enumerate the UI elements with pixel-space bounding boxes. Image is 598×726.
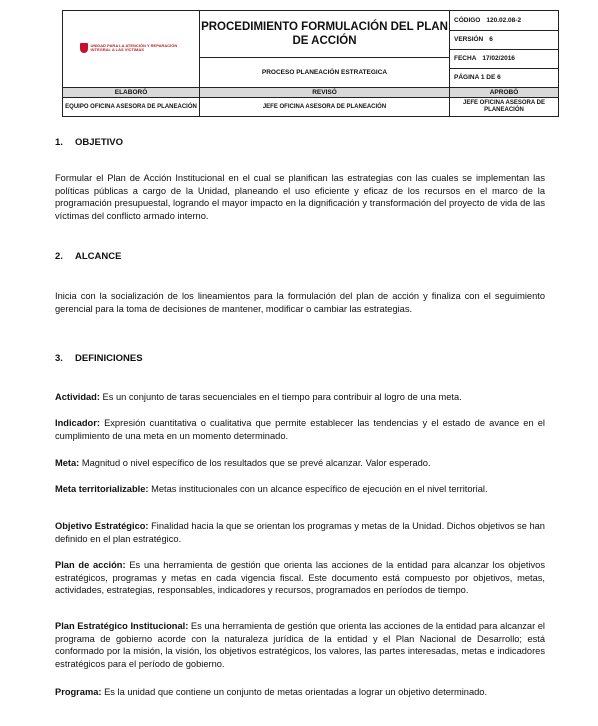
reviso-value: JEFE OFICINA ASESORA DE PLANEACIÓN — [200, 98, 450, 117]
fecha-value: 17/02/2016 — [482, 55, 515, 62]
section-title: DEFINICIONES — [75, 353, 143, 364]
signature-value-row — [63, 98, 559, 117]
aprobo-header: APROBÓ — [450, 88, 559, 98]
definition-item — [55, 686, 545, 699]
version-row — [450, 31, 558, 50]
definition-term: Indicador: — [55, 418, 100, 428]
definition-text: Es una herramienta de gestión que orienta las acciones de la entidad para alcanzar el programa de gobierno acorde con la naturaleza jurídica de la entidad y el Plan Nacional de Desarrollo; está conformado por la misión, la visión, los objetivos estratégicos, los valores, las partes interesadas, metas e indicadores estratégicos para el período de gobierno. — [55, 621, 546, 669]
definition-text: Es un conjunto de taras secuenciales en el tiempo para contribuir al logro de una meta. — [99, 392, 462, 402]
logo-cell — [63, 11, 200, 88]
objetivo-paragraph: Formular el Plan de Acción Institucional en el cual se planifican las estrategias con las cuales se implementan las políticas públicas a cargo de la Unidad, planeando el uso eficiente y eficaz de los recursos en el marco de la programación presupuestal, logrando el mayor impacto en la dignificación y transformación del proyecto de vida de las víctimas del conflicto armado interno. — [55, 173, 545, 221]
definition-term: Meta: — [55, 458, 80, 468]
definition-item — [55, 391, 545, 404]
section-heading-objetivo — [55, 137, 123, 148]
section-number: 2. — [55, 251, 63, 262]
elaboro-header: ELABORÓ — [63, 88, 200, 98]
definition-item — [55, 520, 545, 545]
definition-item — [55, 620, 545, 670]
page-number: PÁGINA 1 DE 6 — [454, 74, 501, 81]
version-value: 6 — [489, 36, 493, 43]
fecha-row — [450, 50, 558, 69]
definition-text: Finalidad hacia la que se orientan los programas y metas de la Unidad. Dichos objetivos se han definido en el plan estratégico. — [55, 521, 545, 544]
entity-logo — [80, 43, 183, 53]
definition-term: Plan de acción: — [55, 560, 126, 570]
definition-term: Actividad: — [55, 392, 100, 402]
section-number: 3. — [55, 353, 63, 364]
title-cell — [200, 11, 450, 88]
meta-cell — [450, 11, 559, 88]
elaboro-value: EQUIPO OFICINA ASESORA DE PLANEACIÓN — [63, 98, 200, 117]
definition-term: Plan Estratégico Institucional: — [55, 621, 189, 631]
section-number: 1. — [55, 137, 63, 148]
process-name: PROCESO PLANEACIÓN ESTRATEGICA — [261, 69, 388, 76]
codigo-value: 120.02.08-2 — [486, 17, 522, 24]
definition-item — [55, 483, 545, 496]
codigo-row — [450, 12, 558, 31]
section-heading-alcance — [55, 251, 121, 262]
definition-text: Es una herramienta de gestión que orienta las acciones de la entidad para alcanzar los objetivos estratégicos, programas y metas en cada vigencia fiscal. Este documento está compuesto por objetivos, metas, actividades, estrategias, responsables, indicadores y recursos, programados en períodos de tiempo. — [55, 560, 545, 595]
fecha-label: FECHA — [454, 55, 477, 62]
section-heading-definiciones — [55, 353, 143, 364]
definition-text: Es la unidad que contiene un conjunto de metas orientadas a lograr un objetivo determinado. — [101, 687, 488, 697]
definition-item — [55, 457, 545, 470]
section-title: OBJETIVO — [75, 137, 124, 148]
definition-item — [55, 559, 545, 597]
document-header-table — [62, 10, 559, 117]
definition-term: Programa: — [55, 687, 102, 697]
coat-of-arms-icon — [80, 43, 88, 53]
definition-text: Magnitud o nivel específico de los resultados que se prevé alcanzar. Valor esperado. — [79, 458, 431, 468]
definition-text: Expresión cuantitativa o cualitativa que permite establecer las tendencias y el estado de avance en el cumplimiento de una meta en un momento determinado. — [55, 418, 545, 441]
reviso-header: REVISÓ — [200, 88, 450, 98]
definition-term: Meta territorializable: — [55, 484, 149, 494]
codigo-label: CÓDIGO — [454, 17, 481, 24]
definition-text: Metas institucionales con un alcance específico de ejecución en el nivel territorial. — [148, 484, 488, 494]
signature-header-row — [63, 88, 559, 98]
document-title: PROCEDIMIENTO FORMULACIÓN DEL PLAN DE ACCIÓN — [200, 11, 449, 58]
definition-item — [55, 417, 545, 442]
version-label: VERSIÓN — [454, 36, 484, 43]
section-title: ALCANCE — [75, 251, 122, 262]
definition-term: Objetivo Estratégico: — [55, 521, 149, 531]
logo-text: UNIDAD PARA LA ATENCIÓN Y REPARACIÓN INTEGRAL A LAS VÍCTIMAS — [90, 42, 178, 52]
alcance-paragraph: Inicia con la socialización de los lineamientos para la formulación del plan de acción y finaliza con el seguimiento gerencial para la toma de decisiones de mantener, modificar o cambiar las estrategias. — [55, 291, 545, 314]
page-number-row — [450, 69, 558, 87]
aprobo-value: JEFE OFICINA ASESORA DE PLANEACIÓN — [450, 98, 559, 117]
